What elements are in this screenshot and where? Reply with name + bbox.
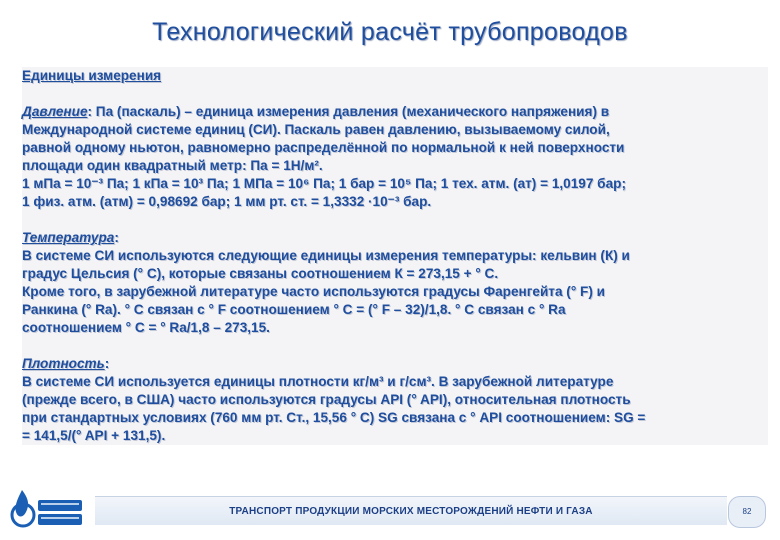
- footer-text: ТРАНСПОРТ ПРОДУКЦИИ МОРСКИХ МЕСТОРОЖДЕНИЙ НЕФТИ И ГАЗА: [229, 505, 593, 517]
- section-heading: Единицы измерения: [22, 68, 162, 83]
- gazprom-logo: [10, 484, 86, 532]
- pressure-term: Давление: [22, 104, 88, 119]
- page-number: 82: [728, 496, 766, 528]
- density-paragraph: Плотность: В системе СИ используется единицы плотности кг/м³ и г/см³. В зарубежной литературе (прежде всего, в США) часто используются градусы API (° API), относительная плотность при стандартных условиях (760 мм рт. Ст., 15,56 ° С) SG связана с ° API соотношением: SG = = 141,5/(° API + 131,5).: [22, 356, 646, 443]
- gazprom-logo-icon: [10, 484, 86, 532]
- pressure-paragraph: Давление: Па (паскаль) – единица измерения давления (механического напряжения) в Международной системе единиц (СИ). Паскаль равен давлению, вызываемому силой, равной одному ньютон, равномерно распределённой по нормальной к ней поверхности площади один квадратный метр: Па = 1Н/м². 1 мПа = 10⁻³ Па; 1 кПа = 10³ Па; 1 МПа = 10⁶ Па; 1 бар = 10⁵ Па; 1 тех. атм. (ат) = 1,0197 бар; 1 физ. атм. (атм) = 0,98692 бар; 1 мм рт. ст. = 1,3332 ·10⁻³ бар.: [22, 104, 626, 209]
- content-block: [22, 67, 768, 445]
- page-title: Технологический расчёт трубопроводов: [152, 18, 628, 46]
- density-term: Плотность: [22, 356, 105, 371]
- temperature-term: Температура: [22, 230, 115, 245]
- footer-bar: [95, 496, 727, 525]
- temperature-paragraph: Температура: В системе СИ используются следующие единицы измерения температуры: кельвин (К) и градус Цельсия (° С), которые связаны соотношением К = 273,15 + ° С. Кроме того, в зарубежной литературе часто используются градусы Фаренгейта (° F) и Ранкина (° Ra). ° С связан с ° F соотношением ° С = (° F – 32)/1,8. ° С связан с ° Ra соотношением ° С = ° Ra/1,8 – 273,15.: [22, 230, 630, 335]
